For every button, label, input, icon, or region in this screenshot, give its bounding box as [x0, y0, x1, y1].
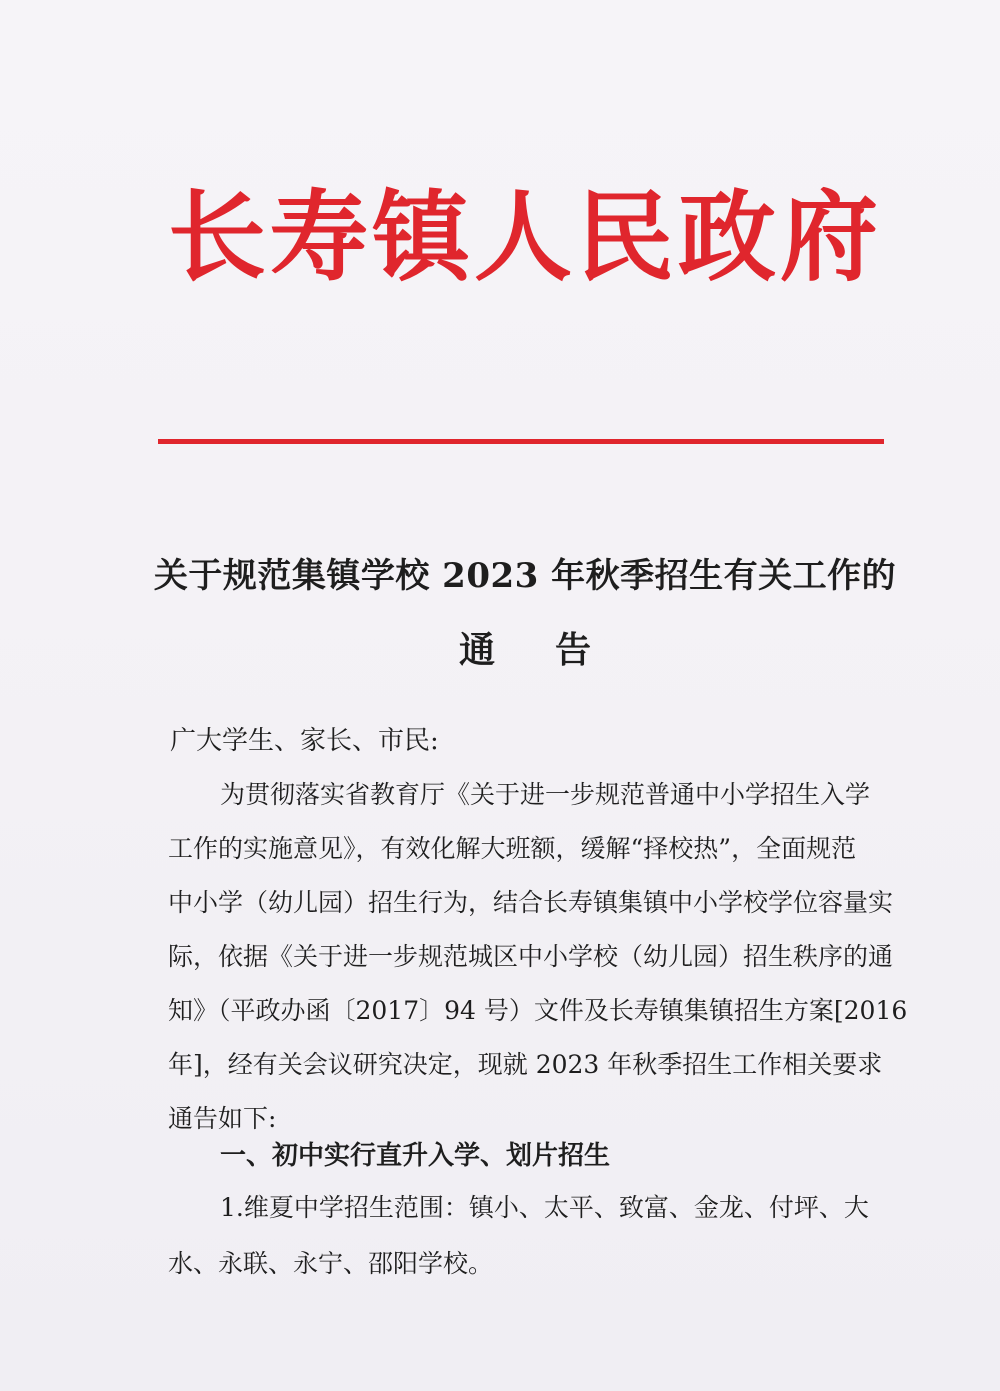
- body-paragraph: [168, 768, 908, 1146]
- salutation: 广大学生、家长、市民:: [170, 726, 439, 756]
- paragraph-line: 中小学（幼儿园）招生行为，结合长寿镇集镇中小学校学位容量实: [168, 888, 894, 917]
- notice-title-line1: 关于规范集镇学校 2023 年秋季招生有关工作的: [153, 556, 897, 596]
- section-heading-1: 一、初中实行直升入学、划片招生: [220, 1141, 611, 1171]
- paragraph-line: 知》（平政办函〔2017〕94 号）文件及长寿镇集镇招生方案[2016: [168, 996, 908, 1025]
- paragraph-line: 为贯彻落实省教育厅《关于进一步规范普通中小学招生入学: [220, 780, 871, 809]
- item-line: 水、永联、永宁、邵阳学校。: [168, 1249, 494, 1278]
- paragraph-line: 际，依据《关于进一步规范城区中小学校（幼儿园）招生秩序的通: [168, 942, 894, 971]
- letterhead-red-rule: [158, 439, 884, 444]
- notice-title-line2: 通告: [458, 629, 651, 671]
- paragraph-line: 工作的实施意见》，有效化解大班额，缓解“择校热”，全面规范: [168, 834, 857, 863]
- paragraph-line: 年]，经有关会议研究决定，现就 2023 年秋季招生工作相关要求: [168, 1050, 883, 1079]
- item-line: 1.维夏中学招生范围：镇小、太平、致富、金龙、付坪、大: [220, 1193, 869, 1222]
- paragraph-line: 通告如下:: [168, 1104, 277, 1133]
- bleed-through-text: [170, 150, 646, 181]
- section1-item-1: [168, 1180, 903, 1292]
- letterhead-org-name: 长寿镇人民政府: [167, 181, 882, 295]
